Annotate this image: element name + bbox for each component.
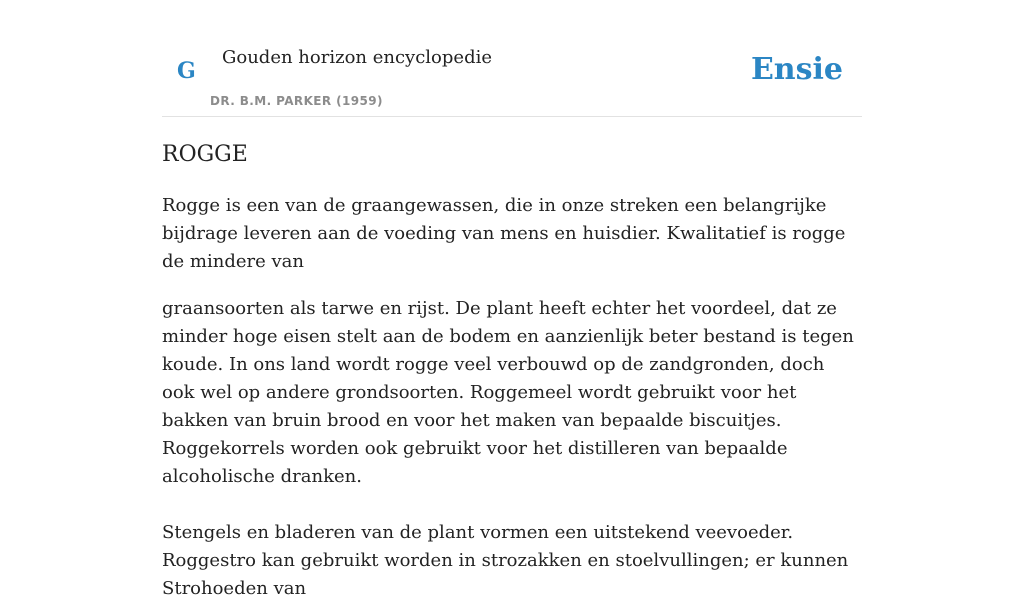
source-logo[interactable]: G [177,58,196,84]
article-headword: ROGGE [162,142,248,167]
article-paragraph: graansoorten als tarwe en rijst. De plant heeft echter het voordeel, dat ze minder hoge eisen stelt aan de bodem en aanzienlijk beter bestand is tegen koude. In ons land wordt rogge veel verbouwd op de zandgronden, doch ook wel op andere grondsoorten. Roggemeel wordt gebruikt voor het bakken van bruin brood en voor het maken van bepaalde biscuitjes. Roggekorrels worden ook gebruikt voor het distilleren van bepaalde alcoholische dranken. [162,298,854,487]
source-header [162,0,862,117]
article-paragraph: Rogge is een van de graangewassen, die in onze streken een belangrijke bijdrage leveren aan de voeding van mens en huisdier. Kwalitatief is rogge de mindere van [162,195,846,272]
source-author: DR. B.M. PARKER (1959) [210,94,383,108]
source-title[interactable]: Gouden horizon encyclopedie [222,47,492,68]
brand-logo[interactable]: Ensie [750,52,843,87]
article-paragraph: Stengels en bladeren van de plant vormen een uitstekend veevoeder. Roggestro kan gebruikt worden in strozakken en stoelvullingen; er kunnen Strohoeden van [162,522,849,599]
article [162,140,862,603]
